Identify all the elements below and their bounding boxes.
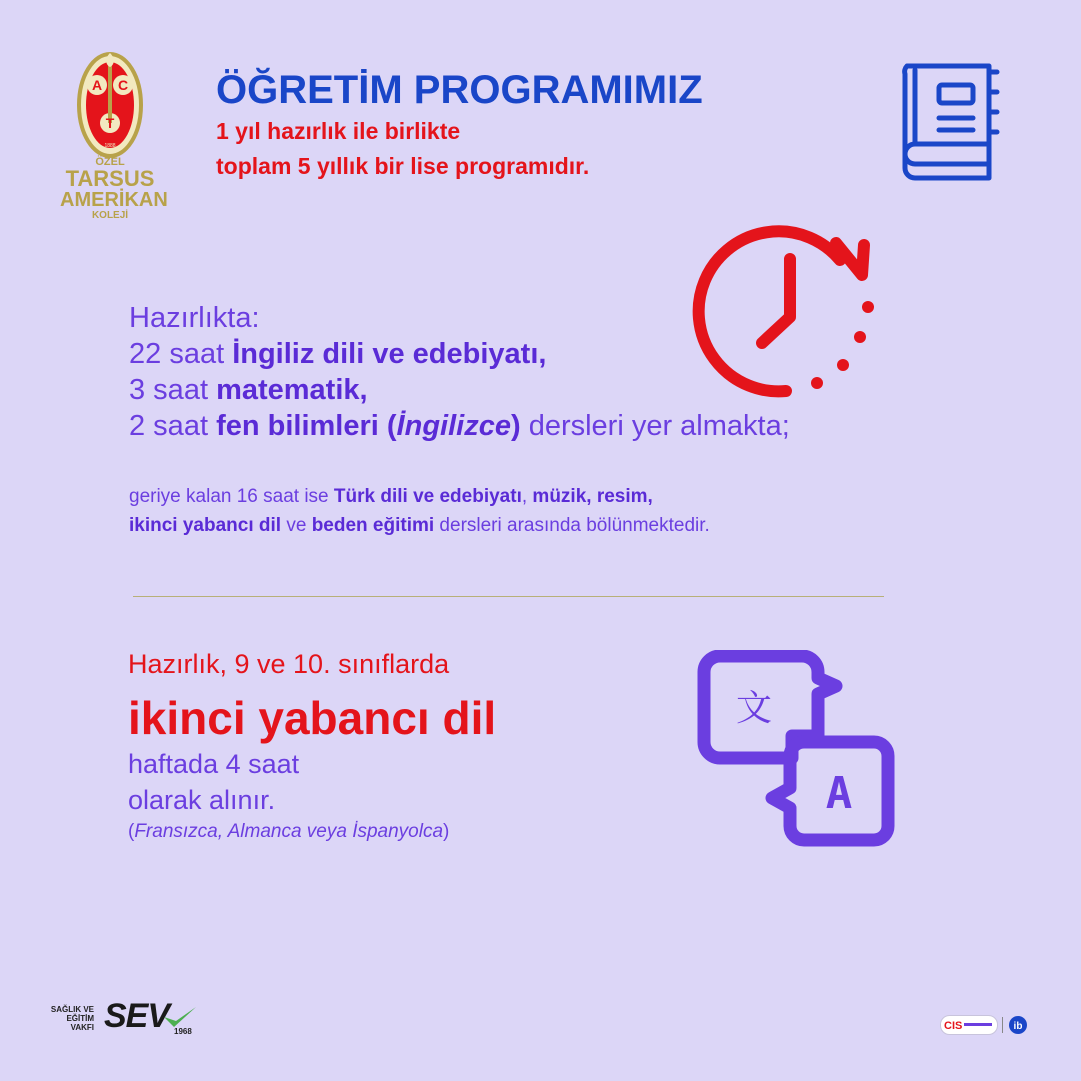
prep-line-science — [129, 408, 949, 444]
translate-glyph-chinese: 文 — [735, 688, 773, 729]
language-options — [128, 818, 496, 846]
cis-label: CIS — [944, 1020, 963, 1032]
sev-line-3: VAKFI — [70, 1023, 94, 1032]
sev-line-2: EĞİTİM — [66, 1014, 94, 1023]
options-paren-close: ) — [443, 821, 450, 842]
seal-year: 1888 — [104, 143, 116, 149]
logo-line-koleji: KOLEJİ — [91, 210, 129, 221]
math-subject: matematik, — [216, 374, 368, 406]
language-grades: Hazırlık, 9 ve 10. sınıflarda — [128, 649, 450, 679]
translate-glyph-latin: A — [825, 768, 853, 819]
logo-line-amerikan: AMERİKAN — [60, 189, 168, 211]
english-subject: İngiliz dili ve edebiyatı, — [232, 338, 547, 370]
rest-text-3: ve — [281, 515, 312, 536]
logo-line-tarsus: TARSUS — [65, 166, 155, 191]
options-list: Fransızca, Almanca veya İspanyolca — [134, 821, 444, 842]
second-language-section — [128, 648, 496, 846]
options-paren-open: ( — [128, 821, 135, 842]
rest-text-2: , — [521, 486, 533, 507]
english-hours: 22 saat — [129, 338, 233, 370]
science-paren-close: ) — [510, 410, 521, 442]
ib-label: ib — [1013, 1021, 1023, 1032]
language-hours: haftada 4 saat — [128, 749, 300, 779]
college-seal — [70, 35, 180, 175]
page-title: ÖĞRETİM PROGRAMIMIZ — [216, 68, 703, 112]
subtitle-line-1: 1 yıl hazırlık ile birlikte — [216, 118, 461, 144]
cis-badge — [940, 1015, 1000, 1035]
translate-icon — [696, 650, 901, 855]
subtitle-line-2: toplam 5 yıllık bir lise programıdır. — [216, 153, 590, 179]
sev-logo — [50, 997, 192, 1036]
rest-text-4: dersleri arasında bölünmektedir. — [434, 515, 710, 536]
science-language: İngilizce — [396, 410, 511, 442]
science-hours: 2 saat — [129, 410, 217, 442]
badge-divider — [1002, 1017, 1003, 1033]
ib-badge — [1008, 1015, 1028, 1035]
sev-label — [50, 1005, 94, 1032]
science-suffix: dersleri yer almakta; — [520, 410, 790, 442]
prep-line-math — [129, 372, 949, 408]
seal-letter-c: C — [117, 77, 129, 93]
rest-bold-second-language: ikinci yabancı dil — [129, 515, 282, 536]
prep-heading: Hazırlıkta: — [129, 302, 260, 334]
check-mark-icon — [162, 1005, 198, 1029]
seal-letter-t: T — [105, 115, 115, 131]
rest-bold-music-art: müzik, resim, — [532, 486, 653, 507]
rest-text-1: geriye kalan 16 saat ise — [129, 486, 334, 507]
college-logo — [60, 35, 180, 230]
math-hours: 3 saat — [129, 374, 217, 406]
prep-hours-section — [129, 300, 949, 444]
book-icon — [893, 60, 1008, 185]
sev-name: SEV — [104, 997, 170, 1035]
sev-year: 1968 — [174, 1027, 192, 1036]
logo-line-ozel: ÖZEL — [95, 156, 125, 168]
prep-line-english — [129, 336, 949, 372]
language-taken: olarak alınır. — [128, 785, 276, 815]
sev-line-1: SAĞLIK VE — [50, 1005, 94, 1014]
seal-letter-a: A — [91, 77, 103, 93]
rest-bold-turkish: Türk dili ve edebiyatı — [333, 486, 522, 507]
language-headline: ikinci yabancı dil — [128, 692, 497, 744]
rest-bold-pe: beden eğitimi — [311, 515, 435, 536]
science-subject: fen bilimleri ( — [216, 410, 397, 442]
remaining-hours-text — [129, 482, 979, 540]
section-divider — [133, 596, 884, 597]
